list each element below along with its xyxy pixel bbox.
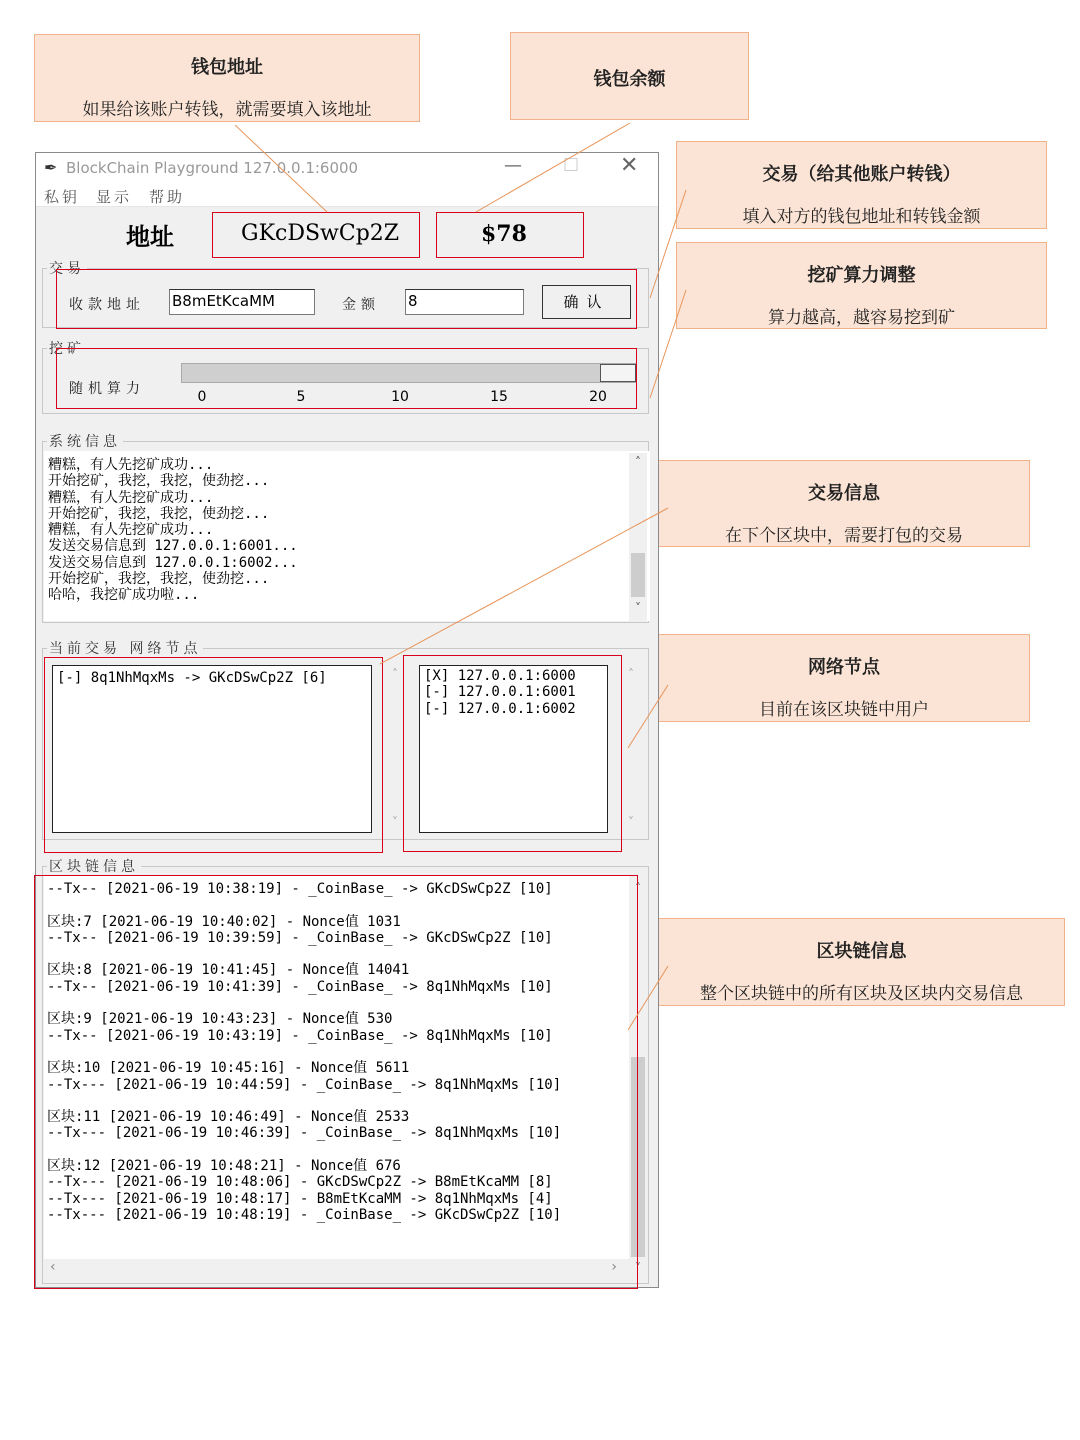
payee-address-input[interactable]: B8mEtKcaMM bbox=[169, 289, 315, 315]
callout-desc: 目前在该区块链中用户 bbox=[759, 700, 929, 720]
chain-line: --Tx--- [2021-06-19 10:48:19] - _CoinBase_ -> GKcDSwCp2Z [10] bbox=[47, 1206, 562, 1223]
callout-title: 交易（给其他账户转钱） bbox=[762, 164, 961, 185]
window-title: BlockChain Playground 127.0.0.1:6000 bbox=[66, 159, 359, 177]
slider-tick: 15 bbox=[490, 389, 508, 405]
node-item: [-] 127.0.0.1:6002 bbox=[424, 700, 576, 717]
confirm-button[interactable]: 确认 bbox=[542, 285, 631, 319]
chain-line: --Tx--- [2021-06-19 10:48:17] - B8mEtKcaMM -> 8q1NhMqxMs [4] bbox=[47, 1190, 553, 1207]
callout-desc: 如果给该账户转钱，就需要填入该地址 bbox=[82, 100, 372, 120]
chain-line: --Tx-- [2021-06-19 10:39:59] - _CoinBase_ -> GKcDSwCp2Z [10] bbox=[47, 929, 553, 946]
chain-line: 区块:11 [2021-06-19 10:46:49] - Nonce值 2533 bbox=[47, 1109, 410, 1126]
chain-line: 区块:7 [2021-06-19 10:40:02] - Nonce值 1031 bbox=[47, 913, 401, 930]
amount-input[interactable]: 8 bbox=[405, 289, 524, 315]
node-item: [X] 127.0.0.1:6000 bbox=[424, 668, 576, 684]
chain-line: 区块:10 [2021-06-19 10:45:16] - Nonce值 5611 bbox=[47, 1060, 410, 1077]
scroll-up-icon[interactable]: ˄ bbox=[635, 455, 641, 469]
maximize-icon[interactable]: ☐ bbox=[563, 155, 580, 176]
callout-desc: 整个区块链中的所有区块及区块内交易信息 bbox=[700, 984, 1023, 1004]
scroll-up-icon[interactable]: ˄ bbox=[635, 881, 641, 895]
minimize-icon[interactable]: — bbox=[504, 155, 522, 176]
chain-line: --Tx-- [2021-06-19 10:38:19] - _CoinBase_ -> GKcDSwCp2Z [10] bbox=[47, 881, 553, 897]
chain-line: --Tx--- [2021-06-19 10:44:59] - _CoinBase_ -> 8q1NhMqxMs [10] bbox=[47, 1076, 562, 1093]
log-line: 哈哈，我挖矿成功啦... bbox=[48, 587, 200, 604]
wallet-balance: $78 bbox=[481, 221, 527, 247]
scroll-right-icon[interactable]: › bbox=[611, 1259, 617, 1275]
callout-title: 交易信息 bbox=[808, 483, 880, 504]
callout-title: 钱包余额 bbox=[593, 69, 666, 90]
address-label: 地址 bbox=[126, 222, 174, 251]
mining-legend: 挖矿 bbox=[49, 341, 85, 357]
log-line: 开始挖矿，我挖，我挖，使劲挖... bbox=[48, 571, 270, 588]
scroll-down-icon[interactable]: ˅ bbox=[628, 815, 634, 829]
scroll-up-icon[interactable]: ˄ bbox=[392, 667, 398, 681]
scroll-left-icon[interactable]: ‹ bbox=[50, 1259, 56, 1275]
scroll-down-icon[interactable]: ˅ bbox=[635, 1261, 641, 1275]
chain-line: --Tx--- [2021-06-19 10:48:06] - GKcDSwCp2Z -> B8mEtKcaMM [8] bbox=[47, 1174, 553, 1191]
callout-desc: 在下个区块中，需要打包的交易 bbox=[725, 526, 963, 546]
scroll-down-icon[interactable]: ˅ bbox=[392, 815, 398, 829]
close-icon[interactable]: ✕ bbox=[620, 153, 639, 178]
chain-line: --Tx-- [2021-06-19 10:43:19] - _CoinBase_ -> 8q1NhMqxMs [10] bbox=[47, 1027, 553, 1044]
slider-tick: 5 bbox=[296, 389, 306, 405]
node-item: [-] 127.0.0.1:6001 bbox=[424, 684, 576, 701]
log-line: 糟糕，有人先挖矿成功... bbox=[48, 457, 214, 473]
log-line: 开始挖矿，我挖，我挖，使劲挖... bbox=[48, 505, 270, 522]
hashpower-label: 随机算力 bbox=[69, 381, 145, 397]
system-info-legend: 系统信息 bbox=[49, 434, 121, 450]
menu-help[interactable]: 帮助 bbox=[149, 188, 186, 206]
chain-line: 区块:8 [2021-06-19 10:41:45] - Nonce值 14041 bbox=[47, 962, 410, 979]
slider-tick: 20 bbox=[589, 389, 607, 405]
chain-line: --Tx--- [2021-06-19 10:46:39] - _CoinBase_ -> 8q1NhMqxMs [10] bbox=[47, 1125, 562, 1142]
wallet-address: GKcDSwCp2Z bbox=[241, 221, 400, 246]
chain-legend: 区块链信息 bbox=[49, 859, 139, 875]
slider-tick: 10 bbox=[391, 389, 409, 405]
feather-icon: ✒ bbox=[44, 158, 58, 177]
transaction-legend: 交易 bbox=[49, 261, 85, 277]
callout-desc: 填入对方的钱包地址和转钱金额 bbox=[742, 207, 981, 227]
amount-label: 金额 bbox=[342, 297, 380, 313]
callout-title: 区块链信息 bbox=[816, 941, 907, 962]
log-line: 糟糕，有人先挖矿成功... bbox=[48, 489, 214, 506]
menu-private-key[interactable]: 私钥 bbox=[44, 188, 81, 206]
chain-line: --Tx-- [2021-06-19 10:41:39] - _CoinBase_ -> 8q1NhMqxMs [10] bbox=[47, 978, 553, 995]
menu-display[interactable]: 显示 bbox=[96, 188, 133, 206]
log-line: 发送交易信息到 127.0.0.1:6002... bbox=[48, 554, 298, 571]
callout-desc: 算力越高，越容易挖到矿 bbox=[768, 308, 955, 328]
scroll-up-icon[interactable]: ˄ bbox=[628, 667, 634, 681]
log-line: 糟糕，有人先挖矿成功... bbox=[48, 522, 214, 539]
chain-line: 区块:12 [2021-06-19 10:48:21] - Nonce值 676 bbox=[47, 1158, 401, 1175]
log-line: 发送交易信息到 127.0.0.1:6001... bbox=[48, 538, 298, 555]
callout-title: 网络节点 bbox=[808, 657, 880, 678]
callout-title: 挖矿算力调整 bbox=[807, 265, 916, 286]
current-legend: 当前交易 网络节点 bbox=[49, 641, 202, 657]
callout-title: 钱包地址 bbox=[191, 57, 263, 78]
log-line: 开始挖矿，我挖，我挖，使劲挖... bbox=[48, 473, 270, 490]
transaction-item: [-] 8q1NhMqxMs -> GKcDSwCp2Z [6] bbox=[57, 670, 327, 686]
chain-line: 区块:9 [2021-06-19 10:43:23] - Nonce值 530 bbox=[47, 1011, 393, 1028]
slider-tick: 0 bbox=[197, 389, 207, 405]
scroll-down-icon[interactable]: ˅ bbox=[635, 601, 641, 615]
payee-label: 收款地址 bbox=[69, 297, 145, 313]
